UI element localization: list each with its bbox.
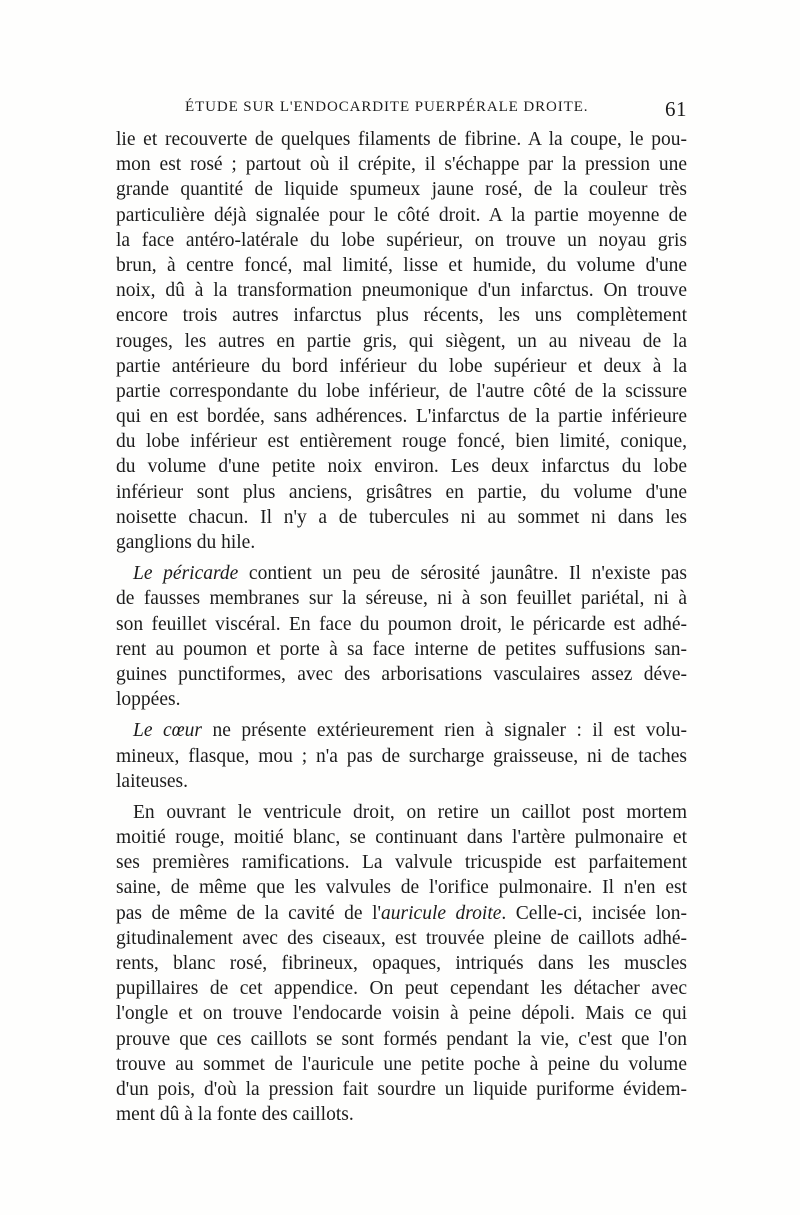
text-line: son feuillet viscéral. En face du poumon droit, le péricarde est adhé- — [116, 613, 687, 635]
text-line: grande quantité de liquide spumeux jaune rosé, de la couleur très — [116, 179, 687, 201]
text-line: noisette chacun. Il n'y a de tubercules ni au sommet ni dans les — [116, 506, 687, 528]
text-line: noix, dû à la transformation pneumonique d'un infarctus. On trouve — [116, 280, 687, 302]
text-line: du volume d'une petite noix environ. Les deux infarctus du lobe — [116, 456, 687, 478]
line-text: . Celle-ci, incisée lon- — [501, 902, 687, 924]
text-line: qui en est bordée, sans adhérences. L'infarctus de la partie inférieure — [116, 406, 687, 428]
line-text: pas de même de la cavité de l' — [116, 902, 382, 924]
text-line: encore trois autres infarctus plus récents, les uns complètement — [116, 305, 687, 327]
text-line: mon est rosé ; partout où il crépite, il s'échappe par la pression une — [116, 154, 687, 176]
text-line: rent au poumon et porte à sa face interne de petites suffusions san- — [116, 638, 687, 660]
line-text: contient un peu de sérosité jaunâtre. Il n'existe pas — [238, 563, 688, 585]
text-line — [116, 901, 687, 926]
text-line: ment dû à la fonte des caillots. — [116, 1104, 354, 1126]
text-line — [116, 718, 687, 743]
text-line: brun, à centre foncé, mal limité, lisse et humide, du volume d'une — [116, 254, 687, 276]
italic-term: auricule droite — [381, 902, 502, 924]
text-line: ses premières ramifications. La valvule tricuspide est parfaitement — [116, 852, 687, 874]
text-line: moitié rouge, moitié blanc, se continuant dans l'artère pulmonaire et — [116, 827, 687, 849]
body-text — [116, 127, 687, 1127]
text-line: l'ongle et on trouve l'endocarde voisin à peine dépoli. Mais ce qui — [116, 1003, 687, 1025]
text-line — [116, 561, 687, 586]
text-line: particulière déjà signalée pour le côté droit. A la partie moyenne de — [116, 204, 687, 226]
line-text: ne présente extérieurement rien à signaler : il est volu- — [202, 720, 687, 742]
text-line: prouve que ces caillots se sont formés pendant la vie, c'est que l'on — [116, 1028, 687, 1050]
italic-lead-term: Le cœur — [133, 720, 202, 742]
running-title: ÉTUDE SUR L'ENDOCARDITE PUERPÉRALE DROITE. — [185, 99, 589, 115]
paragraph-pericarde — [116, 561, 687, 712]
text-line: guines punctiformes, avec des arborisations vasculaires assez déve- — [116, 663, 687, 685]
text-line: inférieur sont plus anciens, grisâtres en partie, du volume d'une — [116, 481, 687, 503]
text-line: loppées. — [116, 689, 181, 711]
text-line: pupillaires de cet appendice. On peut cependant les détacher avec — [116, 978, 687, 1000]
text-line: de fausses membranes sur la séreuse, ni à son feuillet pariétal, ni à — [116, 588, 687, 610]
paragraph-coeur — [116, 718, 687, 794]
italic-lead-term: Le péricarde — [133, 563, 239, 585]
text-line: En ouvrant le ventricule droit, on retire un caillot post mortem — [133, 801, 687, 823]
page-number: 61 — [665, 97, 687, 121]
text-line: la face antéro-latérale du lobe supérieur, on trouve un noyau gris — [116, 229, 687, 251]
text-line: d'un pois, d'où la pression fait sourdre un liquide puriforme évidem- — [116, 1078, 687, 1100]
text-line: partie antérieure du bord inférieur du lobe supérieur et deux à la — [116, 355, 687, 377]
running-head — [116, 97, 687, 127]
text-line: rouges, les autres en partie gris, qui siègent, un au niveau de la — [116, 330, 687, 352]
text-line: ganglions du hile. — [116, 532, 256, 553]
paragraph-ventricule — [116, 800, 687, 1127]
paragraph-lung — [116, 127, 687, 555]
text-line: partie correspondante du lobe inférieur, de l'autre côté de la scissure — [116, 380, 687, 402]
text-line: trouve au sommet de l'auricule une petite poche à peine du volume — [116, 1053, 687, 1075]
text-line: gitudinalement avec des ciseaux, est trouvée pleine de caillots adhé- — [116, 927, 687, 949]
text-line: mineux, flasque, mou ; n'a pas de surcharge graisseuse, ni de taches — [116, 745, 687, 767]
text-line: du lobe inférieur est entièrement rouge foncé, bien limité, conique, — [116, 431, 687, 453]
text-line: laiteuses. — [116, 770, 189, 792]
text-line: lie et recouverte de quelques filaments de fibrine. A la coupe, le pou- — [116, 129, 687, 150]
text-line: saine, de même que les valvules de l'orifice pulmonaire. Il n'en est — [116, 877, 687, 899]
text-line: rents, blanc rosé, fibrineux, opaques, intriqués dans les muscles — [116, 953, 687, 974]
